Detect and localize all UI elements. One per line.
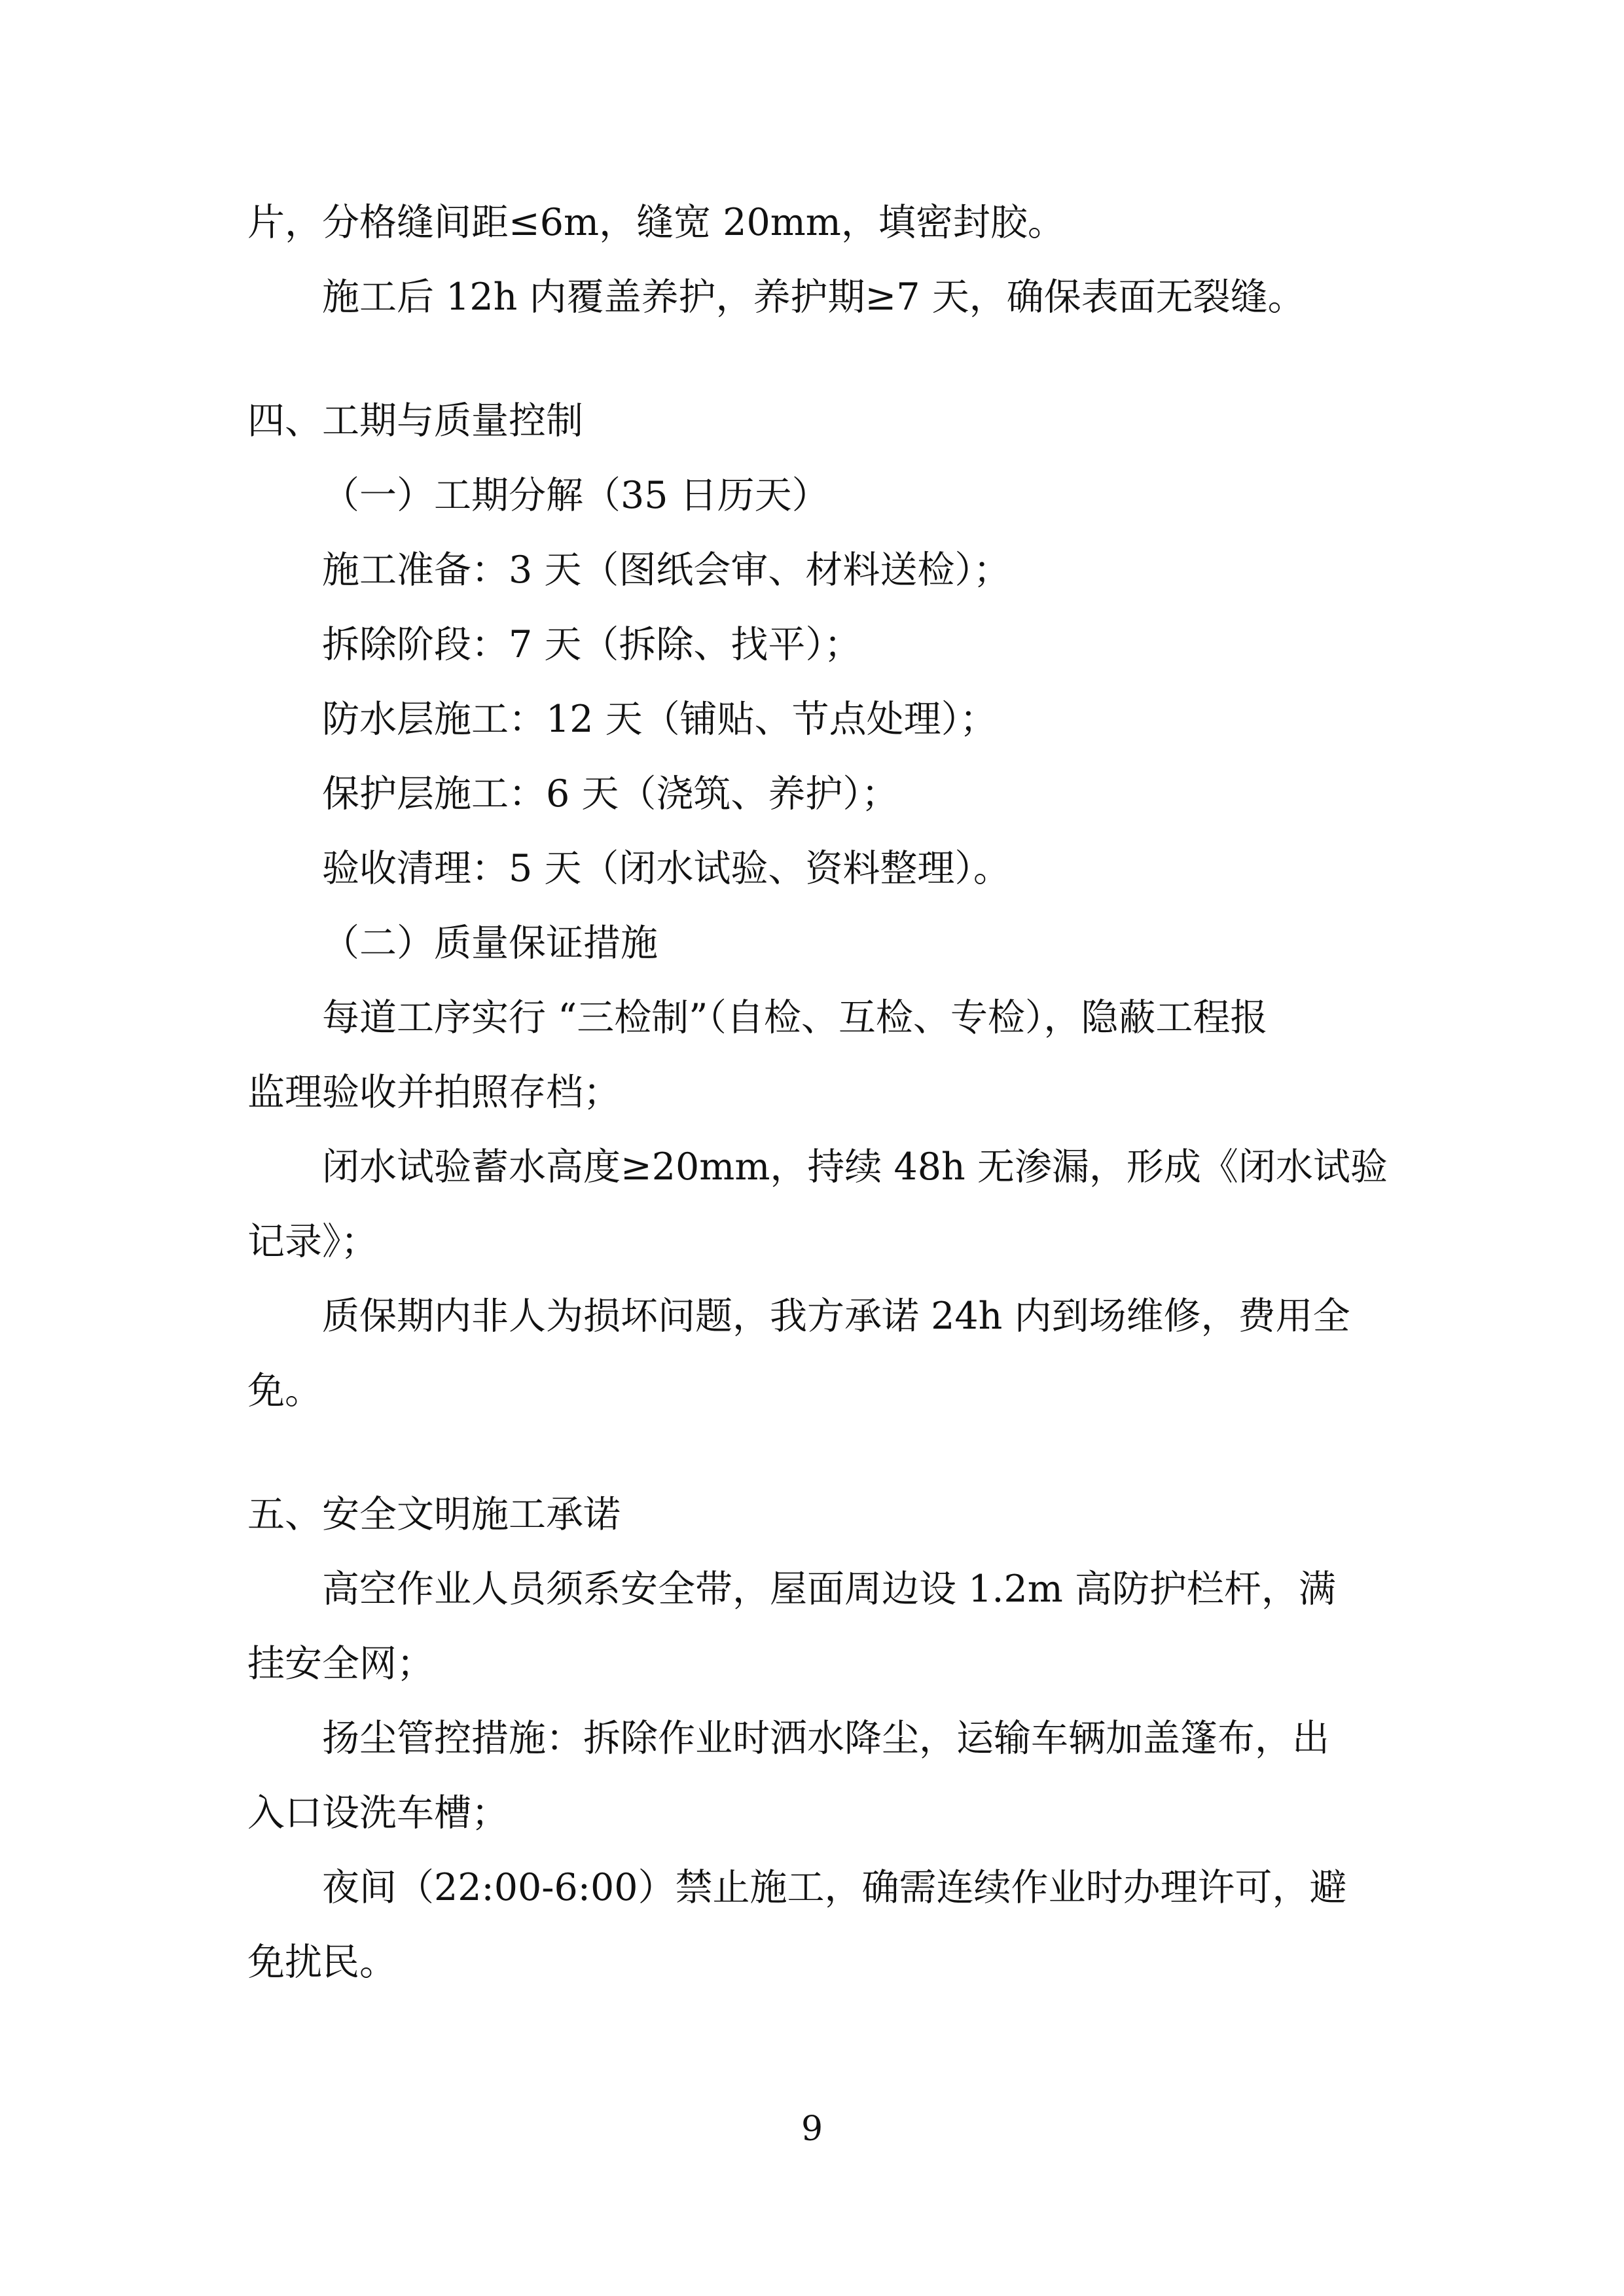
quality-para-3-line-1: 质保期内非人为损坏问题，我方承诺 24h 内到场维修，费用全 [322, 1295, 1350, 1338]
schedule-item-demolition: 拆除阶段：7 天（拆除、找平）； [322, 623, 861, 666]
schedule-item-protection: 保护层施工：6 天（浇筑、养护）； [322, 772, 899, 816]
quality-para-2-line-2: 记录》； [247, 1220, 378, 1263]
safety-para-2-line-1: 扬尘管控措施：拆除作业时洒水降尘，运输车辆加盖篷布，出 [322, 1717, 1329, 1760]
safety-para-3-line-2: 免扰民。 [247, 1941, 397, 1984]
schedule-item-prep: 施工准备：3 天（图纸会审、材料送检）； [322, 548, 1011, 592]
quality-para-2-line-1: 闭水试验蓄水高度≥20mm，持续 48h 无渗漏，形成《闭水试验 [322, 1145, 1388, 1189]
quality-para-1-line-1: 每道工序实行 “三检制”（自检、互检、专检），隐蔽工程报 [322, 996, 1268, 1039]
quality-para-3-line-2: 免。 [247, 1369, 322, 1412]
page-number: 9 [801, 2109, 823, 2149]
para-line-2: 施工后 12h 内覆盖养护，养护期≥7 天，确保表面无裂缝。 [322, 276, 1305, 319]
subsection-heading-1: （一）工期分解（35 日历天） [322, 474, 829, 517]
subsection-heading-2: （二）质量保证措施 [322, 922, 658, 965]
quality-para-1-line-2: 监理验收并拍照存档； [247, 1071, 621, 1114]
para-line-1: 片，分格缝间距≤6m，缝宽 20mm，填密封胶。 [247, 201, 1065, 244]
section-heading-4: 四、工期与质量控制 [247, 399, 583, 442]
schedule-item-waterproof: 防水层施工：12 天（铺贴、节点处理）； [322, 698, 998, 741]
schedule-item-acceptance: 验收清理：5 天（闭水试验、资料整理）。 [322, 847, 1011, 890]
safety-para-2-line-2: 入口设洗车槽； [247, 1791, 509, 1835]
safety-para-3-line-1: 夜间（22:00-6:00）禁止施工，确需连续作业时办理许可，避 [322, 1866, 1347, 1909]
safety-para-1-line-2: 挂安全网； [247, 1642, 434, 1685]
section-heading-5: 五、安全文明施工承诺 [247, 1493, 621, 1536]
safety-para-1-line-1: 高空作业人员须系安全带，屋面周边设 1.2m 高防护栏杆，满 [322, 1568, 1336, 1611]
